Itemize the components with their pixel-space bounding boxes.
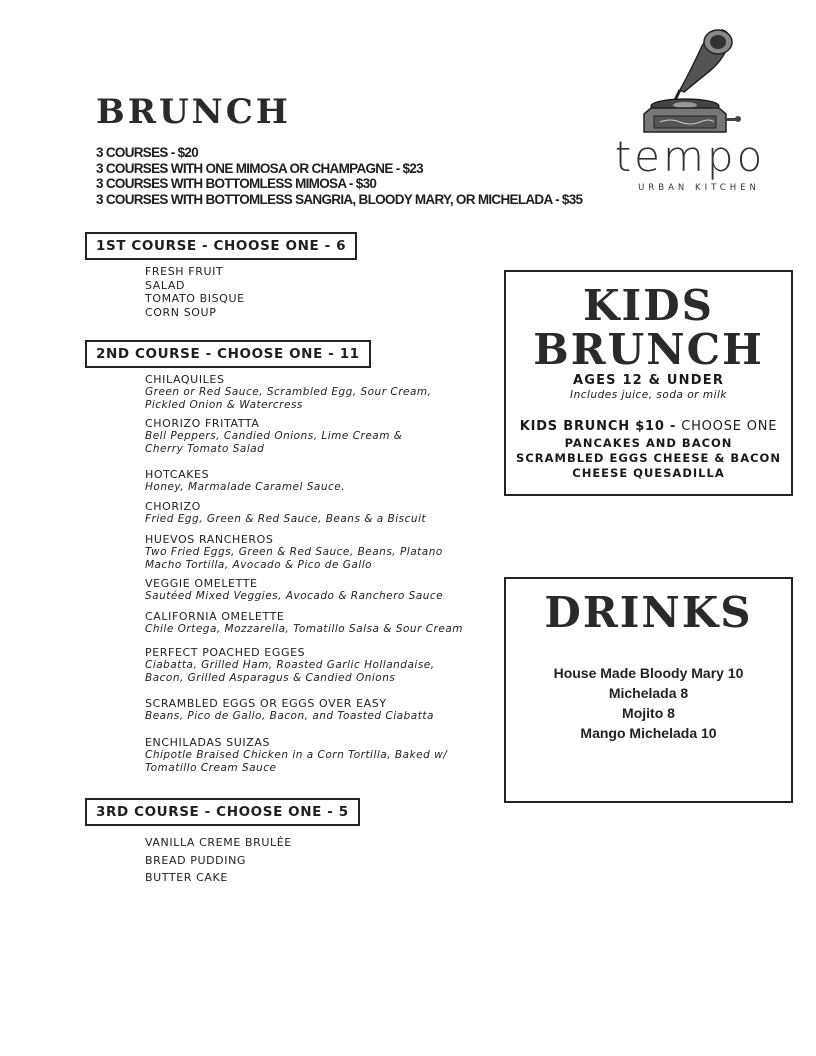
kids-offer-choose: CHOOSE ONE — [676, 419, 778, 434]
list-item: House Made Bloody Mary 10 — [553, 665, 744, 681]
course1-list — [145, 265, 245, 319]
course3-list — [145, 834, 292, 887]
page-title: BRUNCH — [96, 92, 291, 132]
list-item: Mango Michelada 10 — [580, 725, 717, 741]
menu-item-name: PERFECT POACHED EGGES — [145, 646, 306, 659]
kids-heading-line2: BRUNCH — [533, 325, 764, 374]
drinks-heading: DRINKS — [544, 588, 753, 637]
list-item: Michelada 8 — [608, 685, 689, 701]
list-item: BUTTER CAKE — [145, 871, 228, 885]
menu-item-desc: Chipotle Braised Chicken in a Corn Tortilla, Baked w/ Tomatillo Cream Sauce — [145, 749, 448, 774]
drinks-box — [504, 577, 793, 803]
menu-item — [145, 646, 455, 684]
pricing-line: 3 COURSES - $20 — [96, 145, 199, 160]
menu-item-desc: Honey, Marmalade Caramel Sauce. — [145, 481, 346, 493]
menu-item — [145, 417, 430, 455]
menu-item — [145, 533, 445, 571]
pricing-line: 3 COURSES WITH ONE MIMOSA OR CHAMPAGNE - $23 — [96, 160, 423, 176]
menu-item — [145, 697, 475, 723]
list-item: BREAD PUDDING — [145, 853, 247, 867]
menu-item — [145, 736, 470, 774]
menu-item-name: ENCHILADAS SUIZAS — [145, 736, 271, 749]
kids-heading-line1: KIDS — [583, 281, 714, 330]
menu-item-name: HOTCAKES — [145, 468, 210, 481]
list-item: VANILLA CREME BRULÉE — [145, 836, 292, 849]
kids-brunch-box — [504, 270, 793, 496]
list-item: FRESH FRUIT — [145, 265, 224, 278]
menu-item-desc: Bell Peppers, Candied Onions, Lime Cream & Cherry Tomato Salad — [145, 430, 403, 455]
menu-item-desc: Two Fried Eggs, Green & Red Sauce, Beans, Platano Macho Tortilla, Avocado & Pico de Gallo — [145, 546, 443, 571]
gramophone-icon — [610, 28, 770, 133]
menu-item — [145, 610, 490, 636]
menu-item-desc: Sautéed Mixed Veggies, Avocado & Ranchero Sauce — [145, 590, 444, 602]
menu-item-name: VEGGIE OMELETTE — [145, 577, 258, 590]
logo-wordmark: tempo — [614, 132, 766, 181]
menu-item-desc: Ciabatta, Grilled Ham, Roasted Garlic Hollandaise, Bacon, Grilled Asparagus & Candied Onions — [145, 659, 435, 684]
kids-ages: AGES 12 & UNDER — [572, 373, 725, 388]
menu-item-name: CALIFORNIA OMELETTE — [145, 610, 285, 623]
menu-item — [145, 500, 475, 526]
menu-item-desc: Green or Red Sauce, Scrambled Egg, Sour Cream, Pickled Onion & Watercress — [145, 386, 432, 411]
kids-offer-price: KIDS BRUNCH $10 - — [519, 419, 677, 434]
kids-includes: Includes juice, soda or milk — [570, 389, 727, 401]
pricing-list — [96, 145, 582, 207]
list-item: CHEESE QUESADILLA — [572, 466, 725, 480]
menu-item-desc: Fried Egg, Green & Red Sauce, Beans & a Biscuit — [145, 513, 427, 525]
menu-item-name: HUEVOS RANCHEROS — [145, 533, 274, 546]
menu-item-desc: Beans, Pico de Gallo, Bacon, and Toasted Ciabatta — [145, 710, 434, 722]
list-item: TOMATO BISQUE — [145, 292, 245, 306]
drinks-list — [506, 663, 791, 743]
menu-item — [145, 373, 475, 411]
menu-item-name: SCRAMBLED EGGS OR EGGS OVER EASY — [145, 697, 387, 710]
menu-item — [145, 468, 475, 494]
course2-header: 2ND COURSE - CHOOSE ONE - 11 — [85, 340, 371, 368]
kids-items — [506, 436, 791, 481]
list-item: CORN SOUP — [145, 305, 217, 319]
list-item: PANCAKES AND BACON — [564, 436, 733, 450]
course1-header: 1ST COURSE - CHOOSE ONE - 6 — [85, 232, 357, 260]
logo-tagline: URBAN KITCHEN — [638, 183, 760, 193]
kids-offer — [506, 419, 791, 434]
list-item: SALAD — [145, 278, 186, 292]
menu-item-name: CHILAQUILES — [145, 373, 225, 386]
menu-item — [145, 577, 475, 603]
list-item: SCRAMBLED EGGS CHEESE & BACON — [516, 451, 781, 465]
menu-item-name: CHORIZO — [145, 500, 201, 513]
tempo-logo — [610, 28, 780, 198]
menu-item-name: CHORIZO FRITATTA — [145, 417, 260, 430]
menu-item-desc: Chile Ortega, Mozzarella, Tomatillo Salsa & Sour Cream — [145, 623, 464, 635]
pricing-line: 3 COURSES WITH BOTTOMLESS MIMOSA - $30 — [96, 176, 377, 191]
pricing-line: 3 COURSES WITH BOTTOMLESS SANGRIA, BLOODY MARY, OR MICHELADA - $35 — [96, 191, 583, 207]
course3-header: 3RD COURSE - CHOOSE ONE - 5 — [85, 798, 360, 826]
list-item: Mojito 8 — [622, 705, 675, 721]
